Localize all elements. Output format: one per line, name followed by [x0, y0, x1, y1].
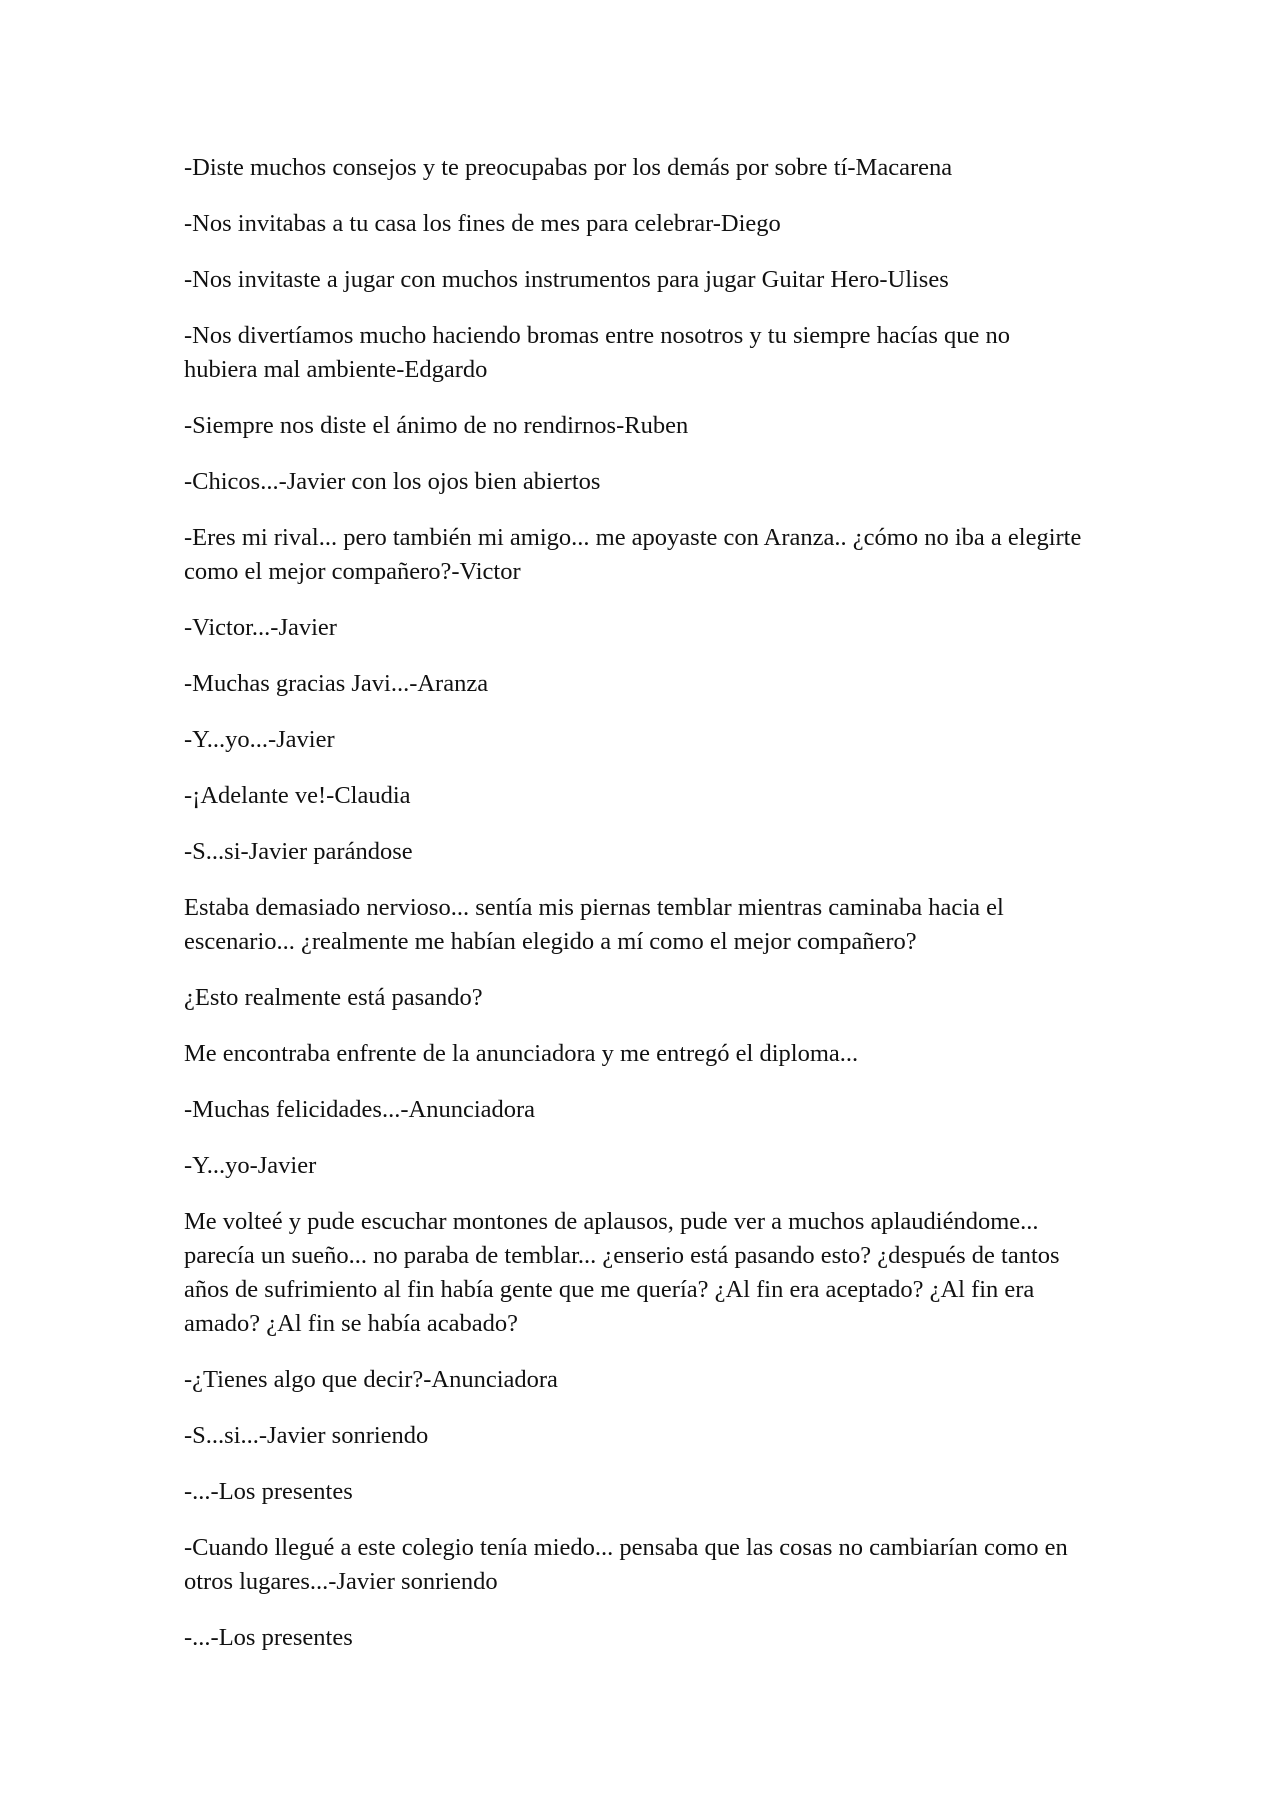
- paragraph: ¿Esto realmente está pasando?: [184, 984, 483, 1011]
- paragraph: -Y...yo...-Javier: [184, 726, 335, 753]
- paragraph: -Chicos...-Javier con los ojos bien abiertos: [184, 468, 601, 495]
- paragraph: -Y...yo-Javier: [184, 1152, 317, 1179]
- paragraph: -Nos invitabas a tu casa los fines de mes para celebrar-Diego: [184, 210, 781, 237]
- paragraph: -¡Adelante ve!-Claudia: [184, 782, 411, 809]
- paragraph: -S...si-Javier parándose: [184, 838, 413, 865]
- paragraph: -Cuando llegué a este colegio tenía miedo... pensaba que las cosas no cambiarían como en otros lugares...-Javier sonriendo: [184, 1534, 1068, 1595]
- paragraph: -Victor...-Javier: [184, 614, 337, 641]
- document-body: [184, 151, 1089, 1677]
- paragraph: -Nos divertíamos mucho haciendo bromas entre nosotros y tu siempre hacías que no hubiera mal ambiente-Edgardo: [184, 322, 1010, 383]
- paragraph: Me volteé y pude escuchar montones de aplausos, pude ver a muchos aplaudiéndome... parecía un sueño... no paraba de temblar... ¿enserio está pasando esto? ¿después de tantos años de sufrimiento al fin había gente que me quería? ¿Al fin era aceptado? ¿Al fin era amado? ¿Al fin se había acabado?: [184, 1208, 1060, 1337]
- paragraph: -S...si...-Javier sonriendo: [184, 1422, 429, 1449]
- paragraph: -Diste muchos consejos y te preocupabas por los demás por sobre tí-Macarena: [184, 154, 953, 181]
- paragraph: -...-Los presentes: [184, 1624, 353, 1651]
- paragraph: -Eres mi rival... pero también mi amigo... me apoyaste con Aranza.. ¿cómo no iba a elegirte como el mejor compañero?-Victor: [184, 524, 1082, 585]
- paragraph: -¿Tienes algo que decir?-Anunciadora: [184, 1366, 558, 1393]
- paragraph: Estaba demasiado nervioso... sentía mis piernas temblar mientras caminaba hacia el escenario... ¿realmente me habían elegido a mí como el mejor compañero?: [184, 894, 1004, 955]
- paragraph: -Siempre nos diste el ánimo de no rendirnos-Ruben: [184, 412, 689, 439]
- paragraph: -Muchas gracias Javi...-Aranza: [184, 670, 489, 697]
- paragraph: Me encontraba enfrente de la anunciadora y me entregó el diploma...: [184, 1040, 859, 1067]
- paragraph: -Nos invitaste a jugar con muchos instrumentos para jugar Guitar Hero-Ulises: [184, 266, 949, 293]
- paragraph: -Muchas felicidades...-Anunciadora: [184, 1096, 536, 1123]
- paragraph: -...-Los presentes: [184, 1478, 353, 1505]
